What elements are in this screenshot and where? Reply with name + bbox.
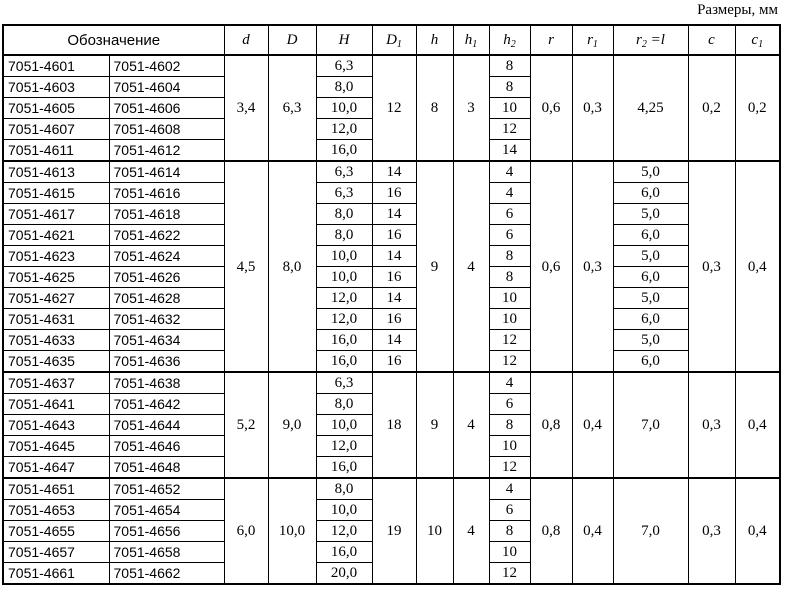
cell-h2: 4 (489, 161, 530, 183)
table-header (3, 25, 780, 55)
header-r1: $r_1$ (572, 25, 613, 55)
cell-D1: 12 (372, 55, 416, 161)
designation-cell: 7051-4662 (109, 563, 224, 585)
cell-r1: 0,3 (572, 161, 613, 372)
cell-r1: 0,4 (572, 372, 613, 478)
designation-cell: 7051-4616 (109, 183, 224, 204)
cell-D1: 14 (372, 330, 416, 351)
designation-cell: 7051-4615 (3, 183, 109, 204)
designation-cell: 7051-4656 (109, 521, 224, 542)
designation-cell: 7051-4607 (3, 119, 109, 140)
designation-cell: 7051-4602 (109, 55, 224, 77)
cell-h2: 8 (489, 77, 530, 98)
cell-h: 9 (416, 161, 453, 372)
cell-H: 16,0 (316, 542, 372, 563)
cell-r2l: 4,25 (613, 55, 688, 161)
cell-h2: 10 (489, 309, 530, 330)
designation-cell: 7051-4621 (3, 225, 109, 246)
designation-cell: 7051-4633 (3, 330, 109, 351)
designation-cell: 7051-4651 (3, 478, 109, 500)
cell-h2: 8 (489, 55, 530, 77)
cell-r2l: 5,0 (613, 161, 688, 183)
cell-h2: 4 (489, 372, 530, 394)
table-row (3, 246, 780, 267)
designation-cell: 7051-4622 (109, 225, 224, 246)
designation-cell: 7051-4658 (109, 542, 224, 563)
cell-H: 10,0 (316, 415, 372, 436)
header-r2-equals-l: $r_2 =l$ (613, 25, 688, 55)
designation-cell: 7051-4628 (109, 288, 224, 309)
cell-h2: 8 (489, 415, 530, 436)
designation-cell: 7051-4645 (3, 436, 109, 457)
cell-h2: 6 (489, 204, 530, 225)
cell-r: 0,6 (530, 161, 572, 372)
cell-r2l: 6,0 (613, 309, 688, 330)
designation-cell: 7051-4601 (3, 55, 109, 77)
cell-H: 8,0 (316, 478, 372, 500)
cell-H: 6,3 (316, 55, 372, 77)
cell-H: 6,3 (316, 161, 372, 183)
cell-r2l: 5,0 (613, 330, 688, 351)
cell-h: 8 (416, 55, 453, 161)
header-h: h (416, 25, 453, 55)
cell-H: 6,3 (316, 372, 372, 394)
cell-D1: 16 (372, 183, 416, 204)
designation-cell: 7051-4652 (109, 478, 224, 500)
designation-cell: 7051-4603 (3, 77, 109, 98)
cell-c1: 0,4 (735, 478, 780, 584)
cell-H: 8,0 (316, 394, 372, 415)
designation-cell: 7051-4648 (109, 457, 224, 479)
designation-cell: 7051-4605 (3, 98, 109, 119)
header-h1: $h_1$ (453, 25, 489, 55)
cell-D1: 14 (372, 288, 416, 309)
designation-cell: 7051-4623 (3, 246, 109, 267)
header-d: d (224, 25, 268, 55)
cell-D: 6,3 (268, 55, 316, 161)
designation-cell: 7051-4655 (3, 521, 109, 542)
cell-r: 0,8 (530, 478, 572, 584)
cell-D1: 16 (372, 225, 416, 246)
table-row (3, 309, 780, 330)
cell-r2l: 6,0 (613, 183, 688, 204)
cell-D1: 19 (372, 478, 416, 584)
cell-h2: 12 (489, 351, 530, 373)
designation-cell: 7051-4624 (109, 246, 224, 267)
cell-H: 8,0 (316, 204, 372, 225)
cell-d: 4,5 (224, 161, 268, 372)
cell-h2: 6 (489, 500, 530, 521)
cell-r: 0,6 (530, 55, 572, 161)
cell-h2: 12 (489, 563, 530, 585)
designation-cell: 7051-4632 (109, 309, 224, 330)
cell-r2l: 5,0 (613, 288, 688, 309)
designation-cell: 7051-4638 (109, 372, 224, 394)
table-row (3, 351, 780, 373)
designation-cell: 7051-4636 (109, 351, 224, 373)
cell-H: 10,0 (316, 246, 372, 267)
cell-r2l: 5,0 (613, 246, 688, 267)
designation-cell: 7051-4617 (3, 204, 109, 225)
designation-cell: 7051-4657 (3, 542, 109, 563)
table-row (3, 372, 780, 394)
cell-D1: 14 (372, 204, 416, 225)
cell-c: 0,2 (688, 55, 735, 161)
cell-h2: 8 (489, 246, 530, 267)
cell-d: 5,2 (224, 372, 268, 478)
cell-h: 9 (416, 372, 453, 478)
cell-H: 12,0 (316, 521, 372, 542)
table-row (3, 55, 780, 77)
header-D1: $D_1$ (372, 25, 416, 55)
cell-H: 10,0 (316, 500, 372, 521)
table-row (3, 183, 780, 204)
designation-cell: 7051-4627 (3, 288, 109, 309)
cell-H: 20,0 (316, 563, 372, 585)
cell-r2l: 6,0 (613, 267, 688, 288)
cell-r1: 0,3 (572, 55, 613, 161)
cell-r: 0,8 (530, 372, 572, 478)
cell-H: 16,0 (316, 330, 372, 351)
cell-D1: 16 (372, 351, 416, 373)
cell-h2: 10 (489, 98, 530, 119)
table-row (3, 478, 780, 500)
designation-cell: 7051-4635 (3, 351, 109, 373)
cell-h2: 4 (489, 478, 530, 500)
cell-D1: 16 (372, 267, 416, 288)
header-designation: Обозначение (3, 25, 224, 55)
cell-r2l: 7,0 (613, 478, 688, 584)
designation-cell: 7051-4613 (3, 161, 109, 183)
designation-cell: 7051-4647 (3, 457, 109, 479)
designation-cell: 7051-4604 (109, 77, 224, 98)
cell-h2: 12 (489, 119, 530, 140)
cell-H: 12,0 (316, 119, 372, 140)
cell-h2: 8 (489, 267, 530, 288)
cell-H: 12,0 (316, 436, 372, 457)
table-row (3, 288, 780, 309)
table-row (3, 161, 780, 183)
designation-cell: 7051-4612 (109, 140, 224, 162)
cell-h2: 12 (489, 457, 530, 479)
cell-r2l: 6,0 (613, 225, 688, 246)
cell-h2: 12 (489, 330, 530, 351)
table-body (3, 55, 780, 584)
cell-h2: 6 (489, 394, 530, 415)
cell-c: 0,3 (688, 372, 735, 478)
designation-cell: 7051-4631 (3, 309, 109, 330)
designation-cell: 7051-4618 (109, 204, 224, 225)
cell-H: 8,0 (316, 225, 372, 246)
cell-r1: 0,4 (572, 478, 613, 584)
designation-cell: 7051-4654 (109, 500, 224, 521)
cell-r2l: 5,0 (613, 204, 688, 225)
cell-D: 10,0 (268, 478, 316, 584)
cell-c1: 0,4 (735, 161, 780, 372)
cell-c1: 0,2 (735, 55, 780, 161)
cell-h1: 4 (453, 161, 489, 372)
designation-cell: 7051-4644 (109, 415, 224, 436)
header-r: r (530, 25, 572, 55)
cell-D1: 14 (372, 161, 416, 183)
designation-cell: 7051-4646 (109, 436, 224, 457)
designation-cell: 7051-4637 (3, 372, 109, 394)
cell-H: 10,0 (316, 98, 372, 119)
cell-D1: 18 (372, 372, 416, 478)
cell-h: 10 (416, 478, 453, 584)
designation-cell: 7051-4608 (109, 119, 224, 140)
cell-h1: 4 (453, 478, 489, 584)
table-row (3, 330, 780, 351)
cell-c: 0,3 (688, 161, 735, 372)
cell-h1: 3 (453, 55, 489, 161)
units-caption: Размеры, мм (697, 2, 778, 18)
cell-r2l: 6,0 (613, 351, 688, 373)
header-c: c (688, 25, 735, 55)
designation-cell: 7051-4626 (109, 267, 224, 288)
cell-h2: 8 (489, 521, 530, 542)
header-h2: $h_2$ (489, 25, 530, 55)
designation-cell: 7051-4611 (3, 140, 109, 162)
cell-H: 16,0 (316, 351, 372, 373)
cell-h2: 4 (489, 183, 530, 204)
designation-cell: 7051-4614 (109, 161, 224, 183)
cell-c1: 0,4 (735, 372, 780, 478)
cell-h2: 14 (489, 140, 530, 162)
header-c1: $c_1$ (735, 25, 780, 55)
cell-h2: 10 (489, 436, 530, 457)
table-row (3, 267, 780, 288)
cell-h2: 10 (489, 542, 530, 563)
cell-H: 16,0 (316, 457, 372, 479)
designation-cell: 7051-4642 (109, 394, 224, 415)
cell-h2: 10 (489, 288, 530, 309)
cell-r2l: 7,0 (613, 372, 688, 478)
table-row (3, 225, 780, 246)
cell-h1: 4 (453, 372, 489, 478)
cell-H: 10,0 (316, 267, 372, 288)
designation-cell: 7051-4634 (109, 330, 224, 351)
cell-c: 0,3 (688, 478, 735, 584)
cell-H: 12,0 (316, 309, 372, 330)
cell-h2: 6 (489, 225, 530, 246)
dimensions-table (2, 24, 781, 585)
table-row (3, 204, 780, 225)
designation-cell: 7051-4641 (3, 394, 109, 415)
designation-cell: 7051-4653 (3, 500, 109, 521)
designation-cell: 7051-4643 (3, 415, 109, 436)
header-H: H (316, 25, 372, 55)
cell-D1: 14 (372, 246, 416, 267)
designation-cell: 7051-4625 (3, 267, 109, 288)
cell-D: 8,0 (268, 161, 316, 372)
designation-cell: 7051-4606 (109, 98, 224, 119)
cell-H: 8,0 (316, 77, 372, 98)
cell-D1: 16 (372, 309, 416, 330)
cell-H: 6,3 (316, 183, 372, 204)
designation-cell: 7051-4661 (3, 563, 109, 585)
cell-H: 12,0 (316, 288, 372, 309)
cell-d: 6,0 (224, 478, 268, 584)
cell-D: 9,0 (268, 372, 316, 478)
header-D: D (268, 25, 316, 55)
cell-H: 16,0 (316, 140, 372, 162)
cell-d: 3,4 (224, 55, 268, 161)
